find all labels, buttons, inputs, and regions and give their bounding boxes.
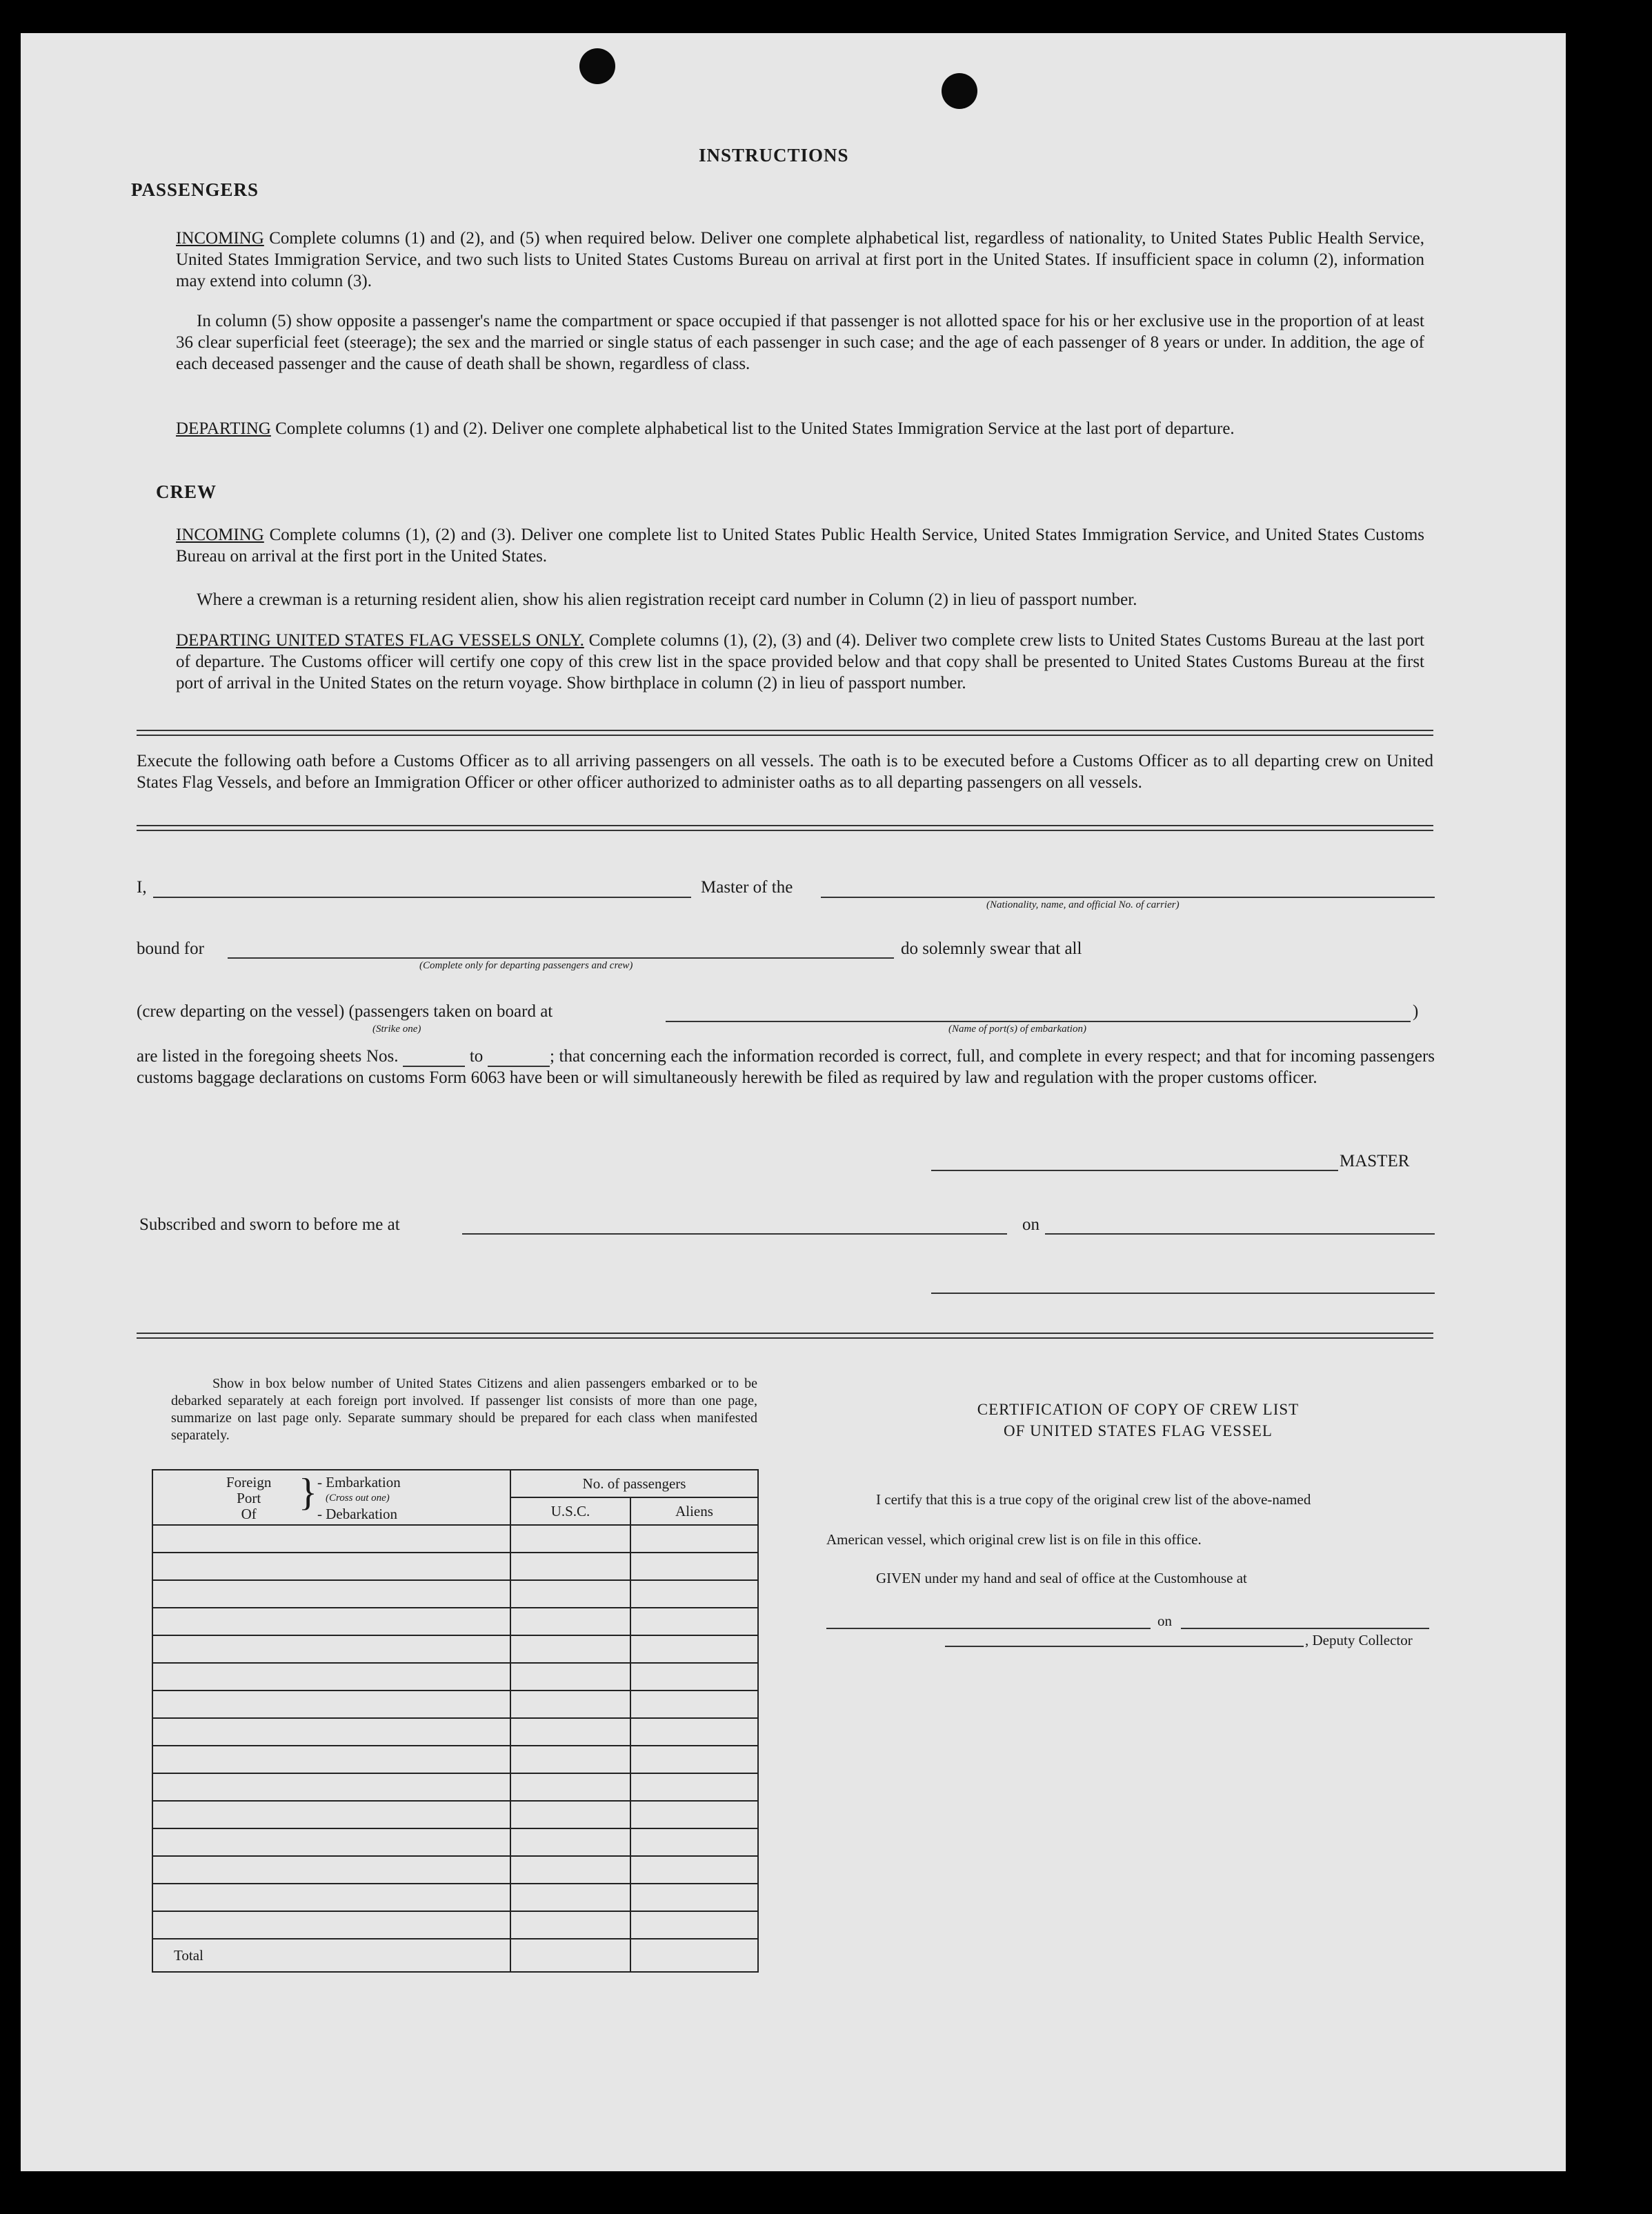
port-cell[interactable] (152, 1525, 510, 1553)
debarkation-label: - Debarkation (317, 1506, 398, 1522)
passengers-departing-text: Complete columns (1) and (2). Deliver one complete alphabetical list to the United States Immigration Service at the last port of departure. (275, 419, 1235, 438)
aliens-cell[interactable] (630, 1828, 758, 1856)
aliens-cell[interactable] (630, 1884, 758, 1911)
aliens-total-cell[interactable] (630, 1939, 758, 1972)
usc-cell[interactable] (510, 1884, 630, 1911)
usc-cell[interactable] (510, 1525, 630, 1553)
bound-for-label: bound for (137, 939, 204, 958)
crew-incoming-label: INCOMING (176, 526, 264, 544)
crew-incoming-para (176, 524, 1424, 567)
crew-departing-para (176, 630, 1424, 694)
aliens-cell[interactable] (630, 1635, 758, 1663)
sheet-from-field[interactable] (403, 1066, 465, 1067)
port-cell[interactable] (152, 1911, 510, 1939)
port-cell[interactable] (152, 1691, 510, 1718)
section-divider (137, 1333, 1433, 1339)
strike-one-caption: (Strike one) (372, 1024, 421, 1035)
section-divider (137, 825, 1433, 831)
ports-field[interactable] (666, 1021, 1411, 1022)
port-cell[interactable] (152, 1773, 510, 1801)
cert-given: GIVEN under my hand and seal of office at the Customhouse at (876, 1570, 1247, 1586)
subscribed-label: Subscribed and sworn to before me at (139, 1215, 400, 1234)
aliens-cell[interactable] (630, 1746, 758, 1773)
usc-cell[interactable] (510, 1553, 630, 1580)
oath-intro: Execute the following oath before a Customs Officer as to all arriving passengers on all vessels. The oath is to be executed before a Customs Officer as to all departing crew on United States Flag Vessels, and before an Immigration Officer or other officer authorized to administer oaths as to all departing passengers on all vessels. (137, 752, 1433, 792)
document-page (21, 33, 1566, 2171)
close-paren: ) (1413, 1002, 1419, 1021)
aliens-cell[interactable] (630, 1580, 758, 1608)
usc-cell[interactable] (510, 1691, 630, 1718)
ports-summary-table (152, 1469, 759, 1973)
crew-departing-label-line: (crew departing on the vessel) (passengers taken on board at (137, 1002, 553, 1021)
master-name-field[interactable] (153, 897, 691, 898)
aliens-cell[interactable] (630, 1773, 758, 1801)
passengers-incoming-text: Complete columns (1) and (2), and (5) when required below. Deliver one complete alphabetical list, regardless of nationality, to United States Public Health Service, United States Immigration Service, and two such lists to United States Customs Bureau on arrival at first port in the United States. If insufficient space in column (2), information may extend into column (3). (176, 229, 1425, 290)
usc-cell[interactable] (510, 1856, 630, 1884)
port-cell[interactable] (152, 1608, 510, 1635)
passengers-incoming-label: INCOMING (176, 229, 264, 248)
aliens-cell[interactable] (630, 1691, 758, 1718)
punch-hole-right (942, 73, 977, 109)
bound-for-field[interactable] (228, 957, 894, 959)
cert-text-1: I certify that this is a true copy of the original crew list of the above-named (876, 1491, 1311, 1508)
passengers-departing-label: DEPARTING (176, 419, 271, 438)
aliens-cell[interactable] (630, 1718, 758, 1746)
certification-title (848, 1399, 1428, 1442)
swear-label: do solemnly swear that all (901, 939, 1082, 958)
usc-cell[interactable] (510, 1580, 630, 1608)
page-title: INSTRUCTIONS (699, 145, 849, 166)
carrier-caption: (Nationality, name, and official No. of carrier) (986, 899, 1180, 910)
usc-header: U.S.C. (510, 1497, 630, 1525)
usc-cell[interactable] (510, 1635, 630, 1663)
usc-cell[interactable] (510, 1746, 630, 1773)
listed-to-label: to (469, 1047, 484, 1066)
total-label: Total (152, 1939, 510, 1972)
port-label: Port (237, 1490, 261, 1506)
usc-cell[interactable] (510, 1828, 630, 1856)
aliens-cell[interactable] (630, 1856, 758, 1884)
summary-instructions: Show in box below number of United States Citizens and alien passengers embarked or to be debarked separately at each foreign port involved. If passenger list consists of more than one page, summarize on last page only. Separate summary should be prepared for each class when manifested separately. (171, 1376, 757, 1443)
usc-total-cell[interactable] (510, 1939, 630, 1972)
passengers-heading: PASSENGERS (131, 179, 259, 200)
port-cell[interactable] (152, 1635, 510, 1663)
usc-cell[interactable] (510, 1801, 630, 1828)
port-header-cell (152, 1470, 510, 1525)
sheet-to-field[interactable] (488, 1066, 550, 1067)
punch-hole-left (579, 48, 615, 84)
cert-on: on (1157, 1613, 1172, 1629)
port-cell[interactable] (152, 1553, 510, 1580)
foreign-port-of (226, 1475, 271, 1522)
cert-title-line-1: CERTIFICATION OF COPY OF CREW LIST (977, 1401, 1300, 1418)
aliens-cell[interactable] (630, 1608, 758, 1635)
crew-incoming-text: Complete columns (1), (2) and (3). Deliver one complete list to United States Public Health Service, United States Immigration Service, and United States Customs Bureau on arrival at the first port in the United States. (176, 526, 1424, 566)
port-cell[interactable] (152, 1718, 510, 1746)
embarkation-label: - Embarkation (317, 1474, 401, 1490)
cert-text-2: American vessel, which original crew list is on file in this office. (826, 1531, 1202, 1548)
usc-cell[interactable] (510, 1718, 630, 1746)
aliens-cell[interactable] (630, 1553, 758, 1580)
ports-caption: (Name of port(s) of embarkation) (948, 1024, 1086, 1035)
aliens-cell[interactable] (630, 1801, 758, 1828)
port-cell[interactable] (152, 1663, 510, 1691)
port-cell[interactable] (152, 1884, 510, 1911)
of-label: Of (241, 1506, 257, 1522)
usc-cell[interactable] (510, 1911, 630, 1939)
crew-heading: CREW (156, 481, 217, 502)
port-cell[interactable] (152, 1856, 510, 1884)
listed-rest-text: ; that concerning each the information recorded is correct, full, and complete in every respect; and that for incoming passengers customs baggage declarations on customs Form 6063 have been or will simultaneously herewith be filed as required by law and regulation with the proper customs officer. (137, 1047, 1435, 1087)
foreign-label: Foreign (226, 1474, 272, 1490)
crew-departing-text: Complete columns (1), (2), (3) and (4). Deliver two complete crew lists to United States Customs Bureau at the last port of departure. The Customs officer will certify one copy of this crew list in the space provided below and that copy shall be presented to United States Customs Bureau at the first port of arrival in the United States on the return voyage. Show birthplace in column (2) in lieu of passport number. (176, 631, 1424, 692)
cross-out-label: (Cross out one) (326, 1493, 390, 1504)
master-label: MASTER (1340, 1152, 1410, 1170)
oath-i-label: I, (137, 878, 147, 897)
passengers-incoming-para (176, 228, 1424, 292)
embark-options (317, 1475, 401, 1522)
port-cell[interactable] (152, 1746, 510, 1773)
bound-caption: (Complete only for departing passengers and crew) (419, 960, 633, 971)
usc-cell[interactable] (510, 1608, 630, 1635)
cert-title-line-2: OF UNITED STATES FLAG VESSEL (1004, 1422, 1273, 1439)
master-of-the-label: Master of the (701, 878, 793, 897)
officer-signature-field[interactable] (931, 1293, 1435, 1294)
usc-cell[interactable] (510, 1773, 630, 1801)
section-divider (137, 730, 1433, 736)
brace-icon: } (299, 1471, 317, 1514)
customhouse-field[interactable] (826, 1628, 1151, 1629)
subscribed-place-field[interactable] (462, 1233, 1007, 1235)
port-cell[interactable] (152, 1580, 510, 1608)
usc-cell[interactable] (510, 1663, 630, 1691)
subscribed-on-label: on (1022, 1215, 1039, 1234)
aliens-cell[interactable] (630, 1911, 758, 1939)
no-of-passengers-header: No. of passengers (510, 1470, 758, 1497)
column5-para: In column (5) show opposite a passenger's name the compartment or space occupied if that passenger is not allotted space for his or her exclusive use in the proportion of at least 36 clear superficial feet (steerage); the sex and the married or single status of each passenger in such case; and the age of each passenger of 8 years or under. In addition, the age of each deceased passenger and the cause of death shall be shown, regardless of class. (176, 312, 1424, 373)
port-cell[interactable] (152, 1828, 510, 1856)
aliens-cell[interactable] (630, 1525, 758, 1553)
port-cell[interactable] (152, 1801, 510, 1828)
deputy-collector-label: , Deputy Collector (1305, 1632, 1413, 1648)
passengers-departing-para (176, 418, 1424, 439)
aliens-header: Aliens (630, 1497, 758, 1525)
deputy-signature-field[interactable] (945, 1646, 1304, 1647)
subscribed-date-field[interactable] (1045, 1233, 1435, 1235)
aliens-cell[interactable] (630, 1663, 758, 1691)
master-signature-field[interactable] (931, 1170, 1338, 1171)
listed-para (137, 1046, 1435, 1088)
carrier-field[interactable] (821, 897, 1435, 898)
crew-departing-label: DEPARTING UNITED STATES FLAG VESSELS ONLY. (176, 631, 584, 650)
cert-date-field[interactable] (1181, 1628, 1429, 1629)
crew-resident-para: Where a crewman is a returning resident alien, show his alien registration receipt card number in Column (2) in lieu of passport number. (197, 590, 1137, 609)
listed-sheets-label: are listed in the foregoing sheets Nos. (137, 1047, 399, 1066)
